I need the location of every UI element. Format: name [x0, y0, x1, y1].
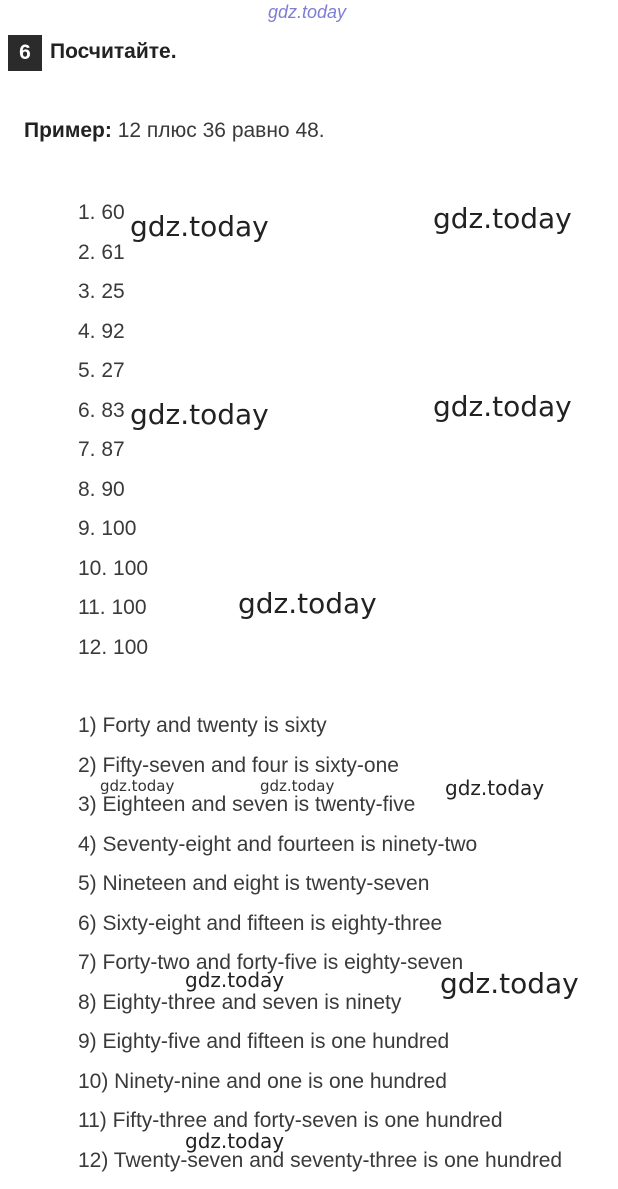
number-item: 5. 27 [78, 359, 125, 382]
number-item: 9. 100 [78, 517, 137, 540]
watermark: gdz.today [433, 390, 572, 423]
number-item: 6. 83 [78, 399, 125, 422]
number-item: 8. 90 [78, 478, 125, 501]
watermark: gdz.today [260, 777, 335, 795]
number-item: 1. 60 [78, 201, 125, 224]
number-item: 3. 25 [78, 280, 125, 303]
sentence-item: 8) Eighty-three and seven is ninety [78, 991, 402, 1014]
example-line [24, 119, 325, 143]
watermark: gdz.today [100, 777, 175, 795]
site-watermark-top: gdz.today [268, 2, 347, 22]
number-item: 11. 100 [78, 596, 147, 619]
watermark: gdz.today [185, 968, 285, 992]
sentence-item: 5) Nineteen and eight is twenty-seven [78, 872, 430, 895]
number-item: 2. 61 [78, 241, 125, 264]
sentence-item: 2) Fifty-seven and four is sixty-one [78, 754, 399, 777]
sentence-item: 10) Ninety-nine and one is one hundred [78, 1070, 447, 1093]
watermark: gdz.today [130, 210, 269, 243]
watermark: gdz.today [185, 1129, 285, 1153]
example-text: 12 плюс 36 равно 48. [117, 119, 325, 142]
watermark: gdz.today [238, 587, 377, 620]
watermark: gdz.today [130, 398, 269, 431]
sentence-item: 1) Forty and twenty is sixty [78, 714, 327, 737]
task-number-badge: 6 [8, 35, 42, 71]
number-item: 12. 100 [78, 636, 149, 659]
sentence-item: 12) Twenty-seven and seventy-three is one hundred [78, 1149, 563, 1172]
number-item: 4. 92 [78, 320, 125, 343]
task-title: Посчитайте. [50, 40, 177, 63]
sentence-item: 7) Forty-two and forty-five is eighty-seven [78, 951, 464, 974]
example-label: Пример: [24, 119, 112, 142]
sentence-item: 3) Eighteen and seven is twenty-five [78, 793, 416, 816]
sentence-item: 9) Eighty-five and fifteen is one hundred [78, 1030, 450, 1053]
sentence-item: 6) Sixty-eight and fifteen is eighty-three [78, 912, 443, 935]
sentence-item: 11) Fifty-three and forty-seven is one hundred [78, 1109, 503, 1132]
watermark: gdz.today [440, 967, 579, 1000]
number-item: 7. 87 [78, 438, 125, 461]
number-item: 10. 100 [78, 557, 149, 580]
watermark: gdz.today [445, 776, 545, 800]
sentence-item: 4) Seventy-eight and fourteen is ninety-two [78, 833, 478, 856]
watermark: gdz.today [433, 202, 572, 235]
